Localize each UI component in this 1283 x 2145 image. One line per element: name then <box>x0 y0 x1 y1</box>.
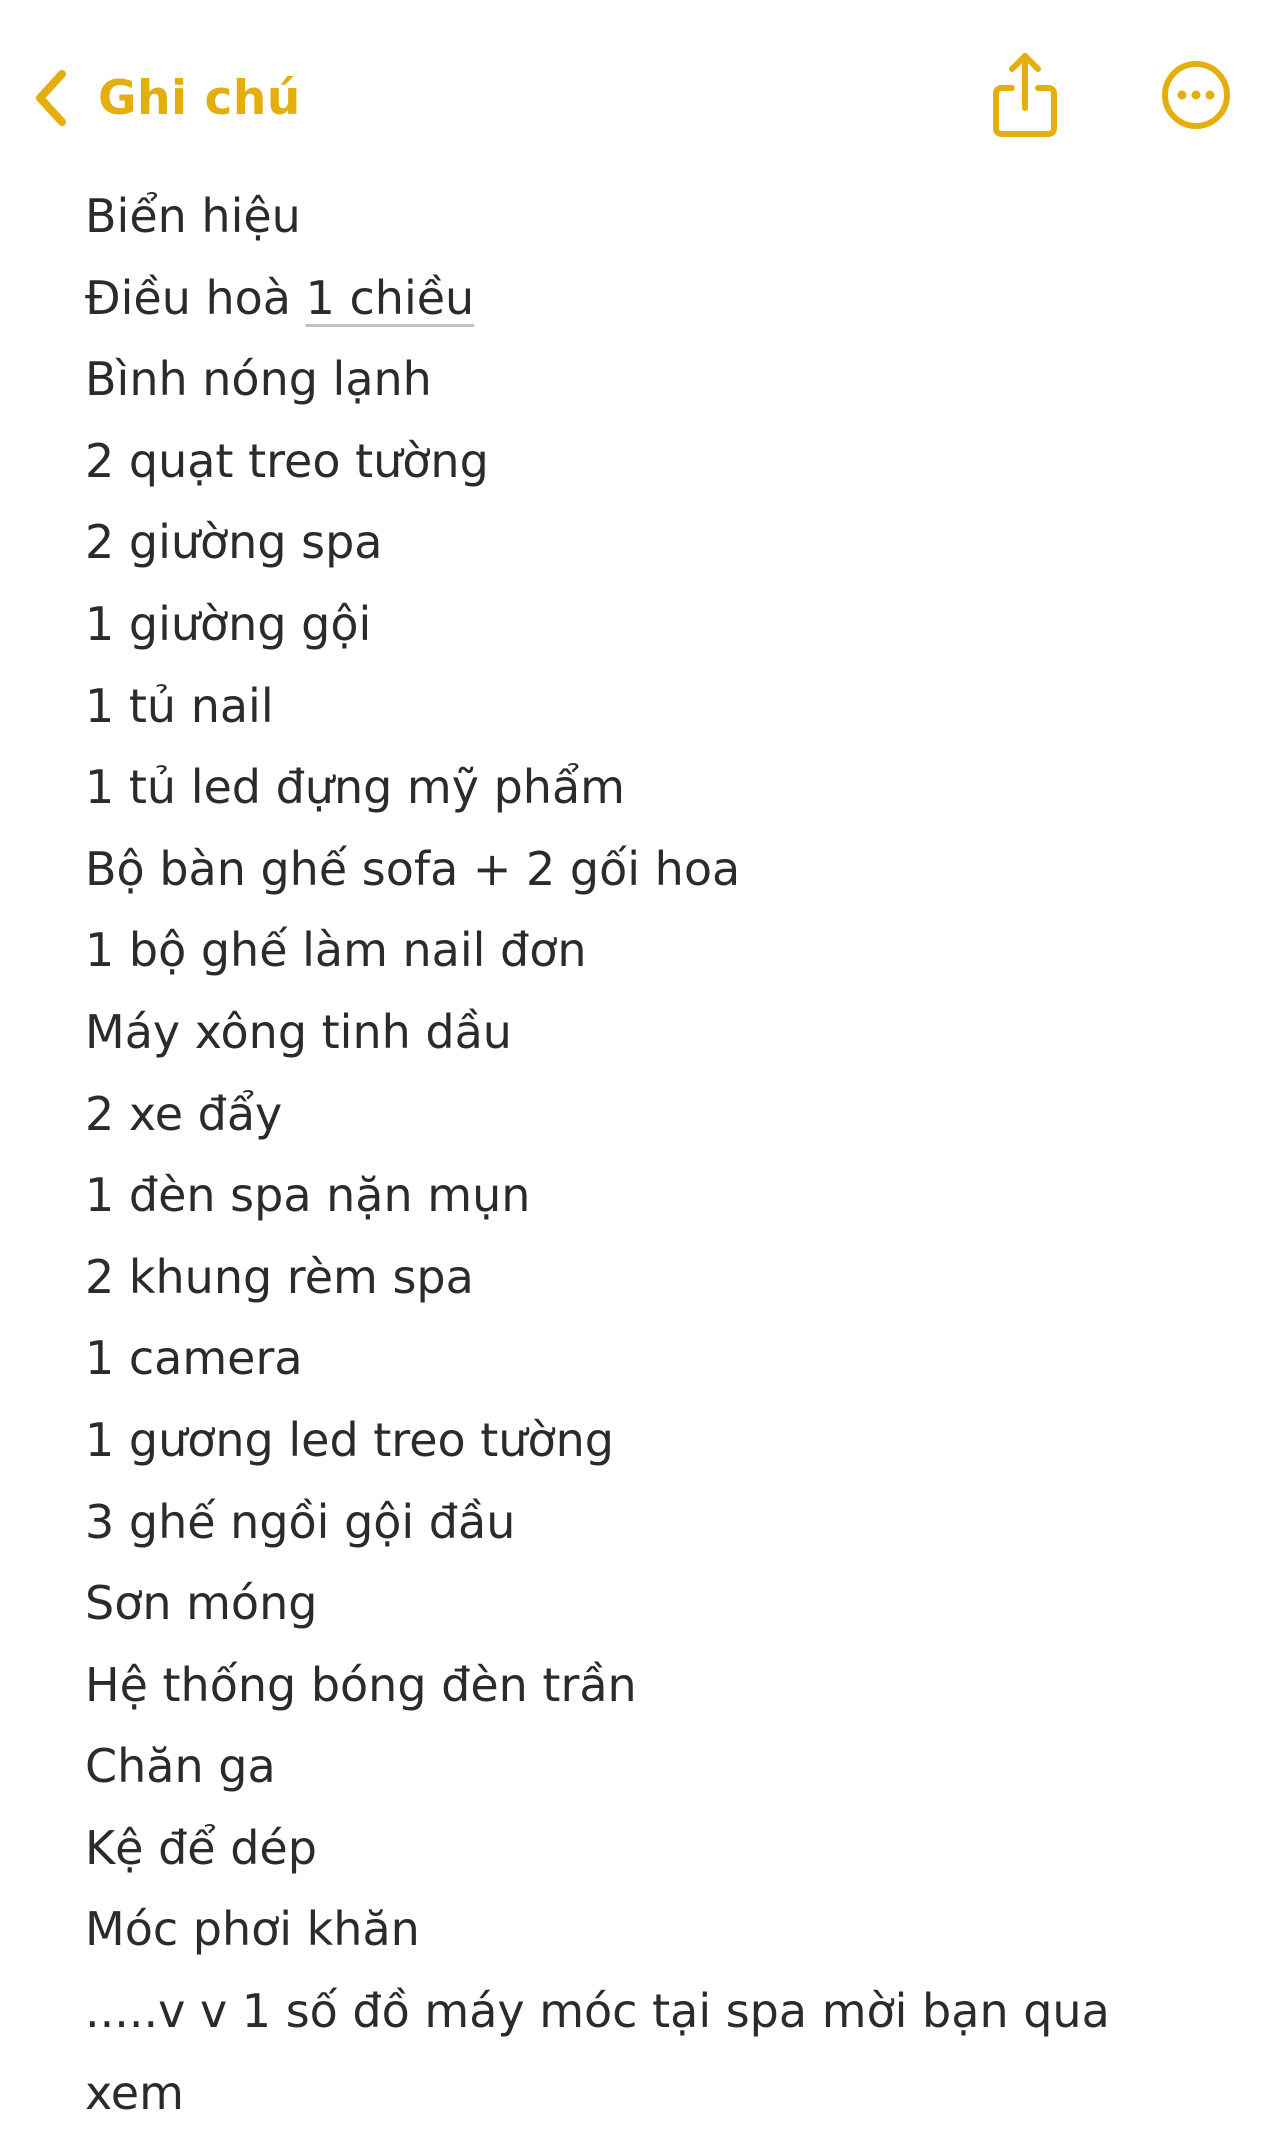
share-icon <box>990 125 1060 144</box>
note-line: Bình nóng lạnh <box>85 352 432 407</box>
more-button[interactable] <box>1160 59 1232 131</box>
note-line: 2 xe đẩy <box>85 1086 283 1141</box>
note-line: .....v v 1 số đồ máy móc tại spa mời bạn qua <box>85 1984 1110 2039</box>
note-line: Hệ thống bóng đèn trần <box>85 1657 637 1712</box>
share-button[interactable] <box>990 50 1060 140</box>
note-line: 2 giường spa <box>85 515 383 570</box>
note-line: Kệ để dép <box>85 1820 317 1875</box>
detected-data-link[interactable]: 1 chiều <box>305 270 475 325</box>
ellipsis-circle-icon <box>1160 116 1232 135</box>
note-line: Bộ bàn ghế sofa + 2 gối hoa <box>85 841 741 896</box>
note-line: 3 ghế ngồi gội đầu <box>85 1494 516 1549</box>
chevron-left-icon <box>34 69 68 127</box>
note-line: Sơn móng <box>85 1576 318 1631</box>
note-line: 1 camera <box>85 1331 303 1386</box>
note-line: 1 bộ ghế làm nail đơn <box>85 923 587 978</box>
note-line: 1 đèn spa nặn mụn <box>85 1168 531 1223</box>
back-label: Ghi chú <box>98 70 301 126</box>
note-line: 1 giường gội <box>85 596 372 651</box>
note-line: Chăn ga <box>85 1739 276 1794</box>
navigation-bar <box>0 0 1283 190</box>
note-line: Biển hiệu <box>85 189 301 243</box>
note-line <box>85 258 1235 340</box>
note-line: 2 quạt treo tường <box>85 433 489 488</box>
note-line: 1 tủ nail <box>85 678 274 733</box>
note-line: 1 tủ led đựng mỹ phẩm <box>85 760 625 815</box>
back-button[interactable] <box>34 58 301 138</box>
note-line-text: Điều hoà <box>85 270 306 325</box>
note-line: 1 gương led treo tường <box>85 1412 614 1467</box>
note-line: Móc phơi khăn <box>85 1902 420 1957</box>
note-line: Máy xông tinh dầu <box>85 1004 512 1059</box>
note-line: 2 khung rèm spa <box>85 1249 474 1304</box>
note-body[interactable] <box>85 176 1235 2134</box>
note-line: xem <box>85 2065 184 2120</box>
